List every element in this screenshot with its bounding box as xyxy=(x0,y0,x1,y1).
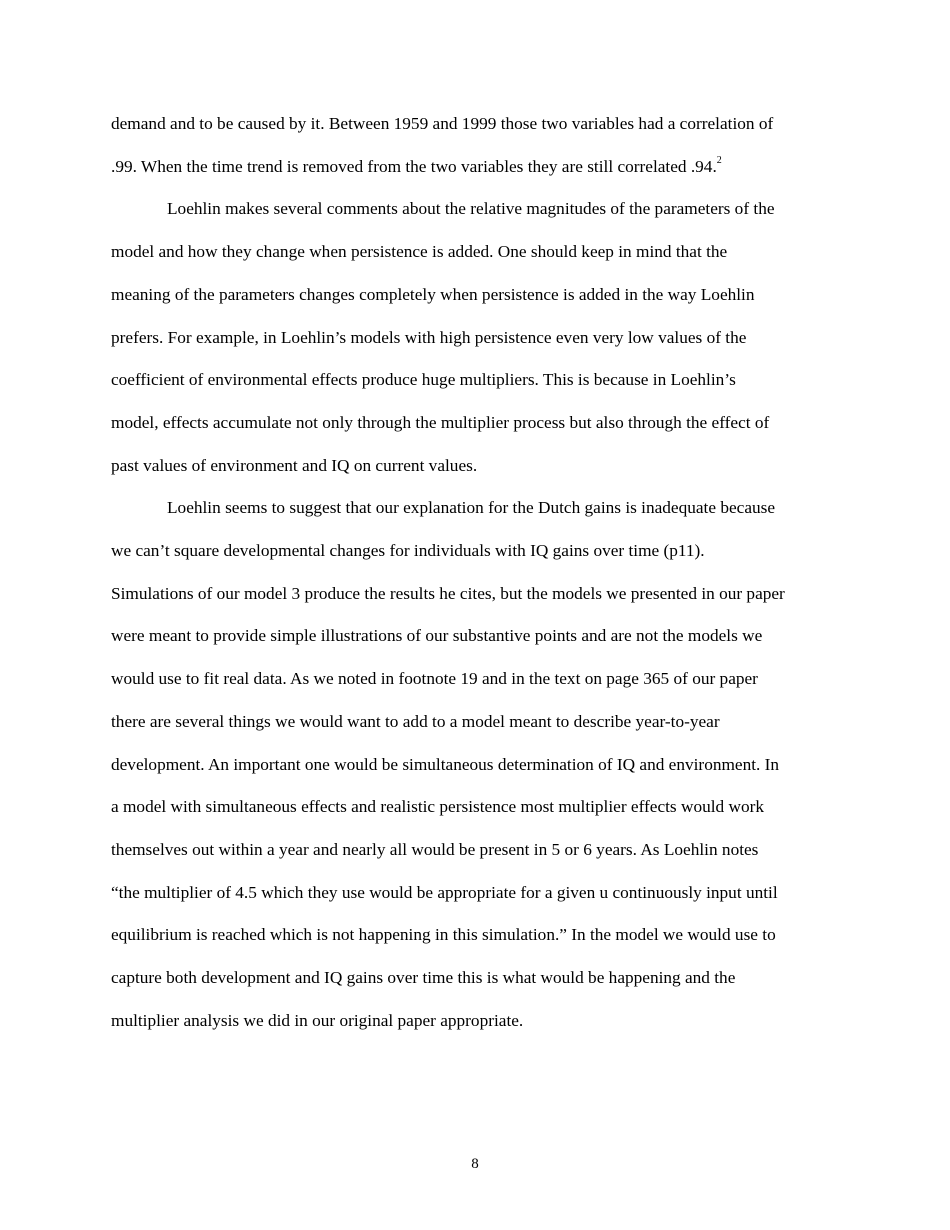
text-line: past values of environment and IQ on current values. xyxy=(111,455,478,475)
text-line: prefers. For example, in Loehlin’s models with high persistence even very low values of the xyxy=(111,327,747,347)
text-line: “the multiplier of 4.5 which they use would be appropriate for a given u continuously input until xyxy=(111,882,778,902)
page-number: 8 xyxy=(471,1156,479,1172)
text-line: meaning of the parameters changes completely when persistence is added in the way Loehlin xyxy=(111,284,755,304)
text-line: there are several things we would want to add to a model meant to describe year-to-year xyxy=(111,711,720,731)
text-line: Loehlin makes several comments about the relative magnitudes of the parameters of the xyxy=(167,199,775,219)
text-line xyxy=(111,146,846,189)
text-line: model and how they change when persistence is added. One should keep in mind that the xyxy=(111,242,728,262)
text-line: we can’t square developmental changes for individuals with IQ gains over time (p11). xyxy=(111,541,705,561)
text-line: Loehlin seems to suggest that our explanation for the Dutch gains is inadequate because xyxy=(167,498,776,518)
text-line-content: .99. When the time trend is removed from the two variables they are still correlated .94. xyxy=(111,156,717,176)
paragraph-1 xyxy=(111,103,846,188)
text-line: multiplier analysis we did in our original paper appropriate. xyxy=(111,1010,524,1030)
text-line: would use to fit real data. As we noted in footnote 19 and in the text on page 365 of our paper xyxy=(111,669,758,689)
text-line: coefficient of environmental effects produce huge multipliers. This is because in Loehlin’s xyxy=(111,370,736,390)
text-line: demand and to be caused by it. Between 1959 and 1999 those two variables had a correlation of xyxy=(111,114,774,133)
text-line: development. An important one would be simultaneous determination of IQ and environment. In xyxy=(111,754,780,774)
text-line: equilibrium is reached which is not happening in this simulation.” In the model we would use to xyxy=(111,925,776,945)
text-line: model, effects accumulate not only through the multiplier process but also through the effect of xyxy=(111,412,770,432)
footnote-reference[interactable]: 2 xyxy=(716,154,722,166)
text-line: were meant to provide simple illustrations of our substantive points and are not the models we xyxy=(111,626,763,646)
paragraph-2 xyxy=(111,188,846,487)
body-text xyxy=(111,103,846,1042)
text-line: Simulations of our model 3 produce the results he cites, but the models we presented in our paper xyxy=(111,583,785,603)
text-line: capture both development and IQ gains over time this is what would be happening and the xyxy=(111,968,736,988)
paragraph-3 xyxy=(111,487,846,1042)
text-line: themselves out within a year and nearly all would be present in 5 or 6 years. As Loehlin notes xyxy=(111,839,759,859)
text-line: a model with simultaneous effects and realistic persistence most multiplier effects would work xyxy=(111,797,764,817)
